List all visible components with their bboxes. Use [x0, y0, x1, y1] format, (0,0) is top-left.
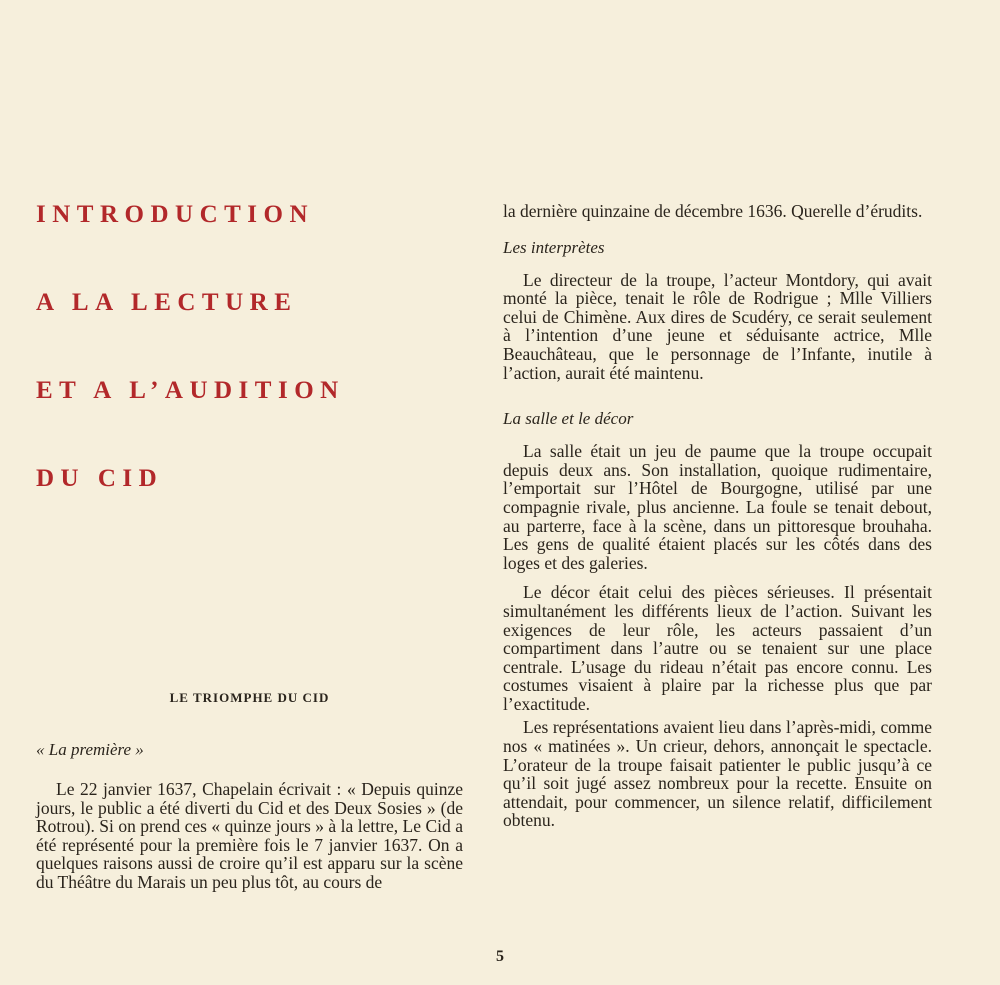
title-line-2: A LA LECTURE — [36, 289, 298, 316]
paragraph-continued: la dernière quinzaine de décembre 1636. Querelle d’érudits. — [503, 201, 923, 221]
page-number: 5 — [496, 948, 504, 965]
subhead-salle-decor: La salle et le décor — [503, 409, 634, 429]
right-column — [503, 202, 932, 830]
paragraph-representations: Les représentations avaient lieu dans l’après-midi, comme nos « matinées ». Un crieur, dehors, annonçait le spectacle. L’orateur de la troupe faisait patienter le public jusqu’à ce qu’il soit jugé assez nombreux pour la recette. Ensuite on attendait, pour commencer, un silence relatif, difficilement obtenu. — [503, 717, 932, 831]
subhead-interpretes: Les interprètes — [503, 237, 605, 257]
paragraph-salle: La salle était un jeu de paume que la troupe occupait depuis deux ans. Son installation, quoique rudimentaire, l’emportait sur l’Hôtel de Bourgogne, utilisé par une compagnie rivale, plus ancienne. La foule se tenait debout, au parterre, face à la scène, dans un pittoresque brouhaha. Les gens de qualité étaient placés sur les côtés dans des loges et des galeries. — [503, 441, 932, 573]
title-line-3: ET A L’AUDITION — [36, 377, 345, 404]
left-column — [36, 690, 463, 892]
subhead-premiere: « La première » — [36, 740, 144, 759]
title-line-4: DU CID — [36, 465, 164, 492]
paragraph-premiere: Le 22 janvier 1637, Chapelain écrivait : « Depuis quinze jours, le public a été diverti du Cid et des Deux Sosies » (de Rotrou). Si on prend ces « quinze jours » à la lettre, Le Cid a été représenté pour la première fois le 7 janvier 1637. On a quelques raisons aussi de croire qu’il est apparu sur la scène du Théâtre du Marais un peu plus tôt, au cours de — [36, 779, 463, 892]
title-line-1: INTRODUCTION — [36, 201, 315, 228]
paragraph-interpretes: Le directeur de la troupe, l’acteur Montdory, qui avait monté la pièce, tenait le rôle de Rodrigue ; Mlle Villiers celui de Chimène. Aux dires de Scudéry, ce serait seulement à l’intention d’une jeune et séduisante actrice, Mlle Beauchâteau, que le personnage de l’Infante, inutile à l’action, aurait été maintenu. — [503, 269, 932, 383]
section-title: LE TRIOMPHE DU CID — [169, 690, 330, 705]
paragraph-decor: Le décor était celui des pièces sérieuses. Il présentait simultanément les différents lieux de l’action. Suivant les exigences de leur rôle, les acteurs passaient d’un compartiment dans l’autre ou se tenaient sur une place centrale. L’usage du rideau n’était pas encore connu. Les costumes visaient à plaire par la richesse plus que par l’exactitude. — [503, 582, 932, 714]
